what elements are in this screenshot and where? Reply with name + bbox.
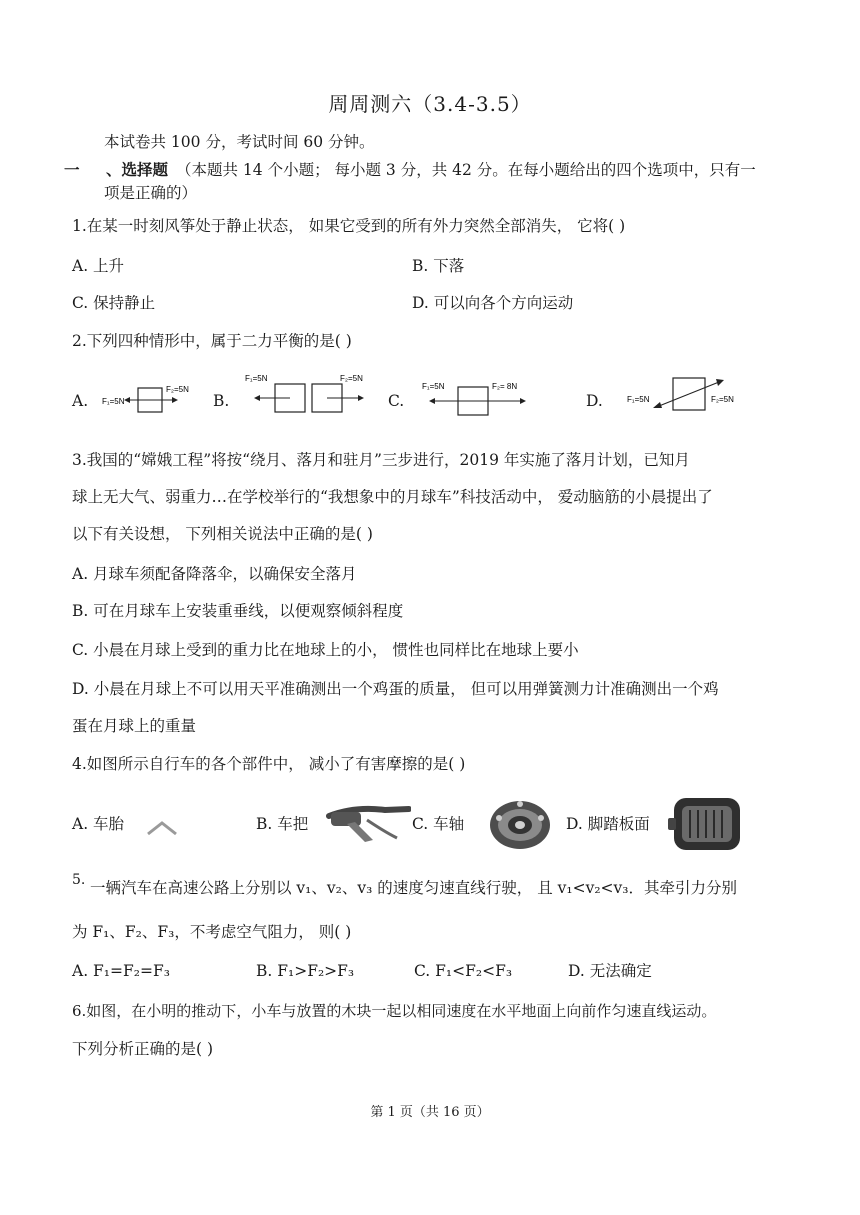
- section-description: （本题共 14 个小题； 每小题 3 分，共 42 分。在每小题给出的四个选项中，只有一: [176, 161, 756, 179]
- handlebar-image: [325, 800, 411, 846]
- q6-stem-line1: 6.如图，在小明的推动下，小车与放置的木块一起以相同速度在水平地面上向前作匀速直线运动。: [72, 1002, 717, 1020]
- q3-stem-line3: 以下有关设想， 下列相关说法中正确的是( ): [72, 525, 373, 543]
- q2-c-f1-label: F₁=5N: [422, 382, 445, 391]
- section-description-cont: 项是正确的）: [104, 184, 198, 202]
- page-title: 周周测六（3.4-3.5）: [328, 92, 532, 116]
- q2-b-f2-label: F₂=5N: [340, 374, 363, 383]
- q4-stem: 4.如图所示自行车的各个部件中， 减小了有害摩擦的是( ): [72, 755, 466, 773]
- q2-option-d: D.: [586, 392, 603, 410]
- q1-option-b: B. 下落: [412, 257, 465, 275]
- q2-figure-d: [625, 372, 755, 420]
- q2-option-c: C.: [388, 392, 405, 410]
- section-number: 一: [64, 160, 80, 179]
- q4-option-c: C. 车轴: [412, 815, 465, 833]
- q3-option-a: A. 月球车须配备降落伞，以确保安全落月: [72, 565, 357, 583]
- q4-option-a: A. 车胎: [72, 815, 125, 833]
- q3-option-d-cont: 蛋在月球上的重量: [72, 717, 197, 735]
- q2-d-f2-label: F₂=5N: [711, 395, 734, 404]
- q3-option-d: D. 小晨在月球上不可以用天平准确测出一个鸡蛋的质量， 但可以用弹簧测力计准确测出一个鸡: [72, 680, 719, 698]
- section-heading: 、选择题: [106, 160, 169, 179]
- q2-stem: 2.下列四种情形中，属于二力平衡的是( ): [72, 332, 352, 350]
- q2-figure-c: [420, 375, 560, 420]
- q2-a-f2-label: F₂=5N: [166, 385, 189, 394]
- q3-stem-line1: 3.我国的“嫦娥工程”将按“绕月、落月和驻月”三步进行，2019 年实施了落月计划，已知月: [72, 451, 690, 469]
- q1-stem: 1.在某一时刻风筝处于静止状态， 如果它受到的所有外力突然全部消失， 它将( ): [72, 217, 626, 235]
- q5-option-d: D. 无法确定: [568, 962, 652, 980]
- q2-a-f1-label: F₁=5N: [102, 397, 125, 406]
- q2-d-f1-label: F₁=5N: [627, 395, 650, 404]
- q5-option-a: A. F₁=F₂=F₃: [72, 962, 170, 980]
- q5-stem-line2: 为 F₁、F₂、F₃，不考虑空气阻力， 则( ): [72, 923, 352, 941]
- q5-stem-line1: 一辆汽车在高速公路上分别以 v₁、v₂、v₃ 的速度匀速直线行驶， 且 v₁<v₂<v₃．其牵引力分别: [90, 879, 738, 897]
- q5-option-c: C. F₁<F₂<F₃: [414, 962, 513, 980]
- tire-image: [145, 818, 179, 838]
- q1-option-c: C. 保持静止: [72, 294, 156, 312]
- q2-option-b: B.: [213, 392, 230, 410]
- q1-option-a: A. 上升: [72, 257, 125, 275]
- q3-option-c: C. 小晨在月球上受到的重力比在地球上的小， 惯性也同样比在地球上要小: [72, 641, 579, 659]
- pedal-image: [668, 792, 746, 856]
- q2-figure-a: [100, 378, 210, 418]
- q4-option-d: D. 脚踏板面: [566, 815, 650, 833]
- q2-figure-b: [240, 370, 385, 420]
- q5-option-b: B. F₁>F₂>F₃: [256, 962, 355, 980]
- q3-option-b: B. 可在月球车上安装重垂线，以便观察倾斜程度: [72, 602, 404, 620]
- q2-c-f2-label: F₂= 8N: [492, 382, 518, 391]
- page-footer: 第 1 页（共 16 页）: [370, 1105, 490, 1120]
- q4-option-b: B. 车把: [256, 815, 309, 833]
- q2-b-f1-label: F₁=5N: [245, 374, 268, 383]
- q5-number: 5.: [72, 872, 86, 888]
- q6-stem-line2: 下列分析正确的是( ): [72, 1040, 214, 1058]
- q2-option-a: A.: [72, 392, 89, 410]
- q3-stem-line2: 球上无大气、弱重力…在学校举行的“我想象中的月球车”科技活动中， 爱动脑筋的小晨提出了: [72, 488, 713, 506]
- intro-text: 本试卷共 100 分，考试时间 60 分钟。: [104, 133, 375, 151]
- q1-option-d: D. 可以向各个方向运动: [412, 294, 574, 312]
- axle-image: [487, 794, 553, 852]
